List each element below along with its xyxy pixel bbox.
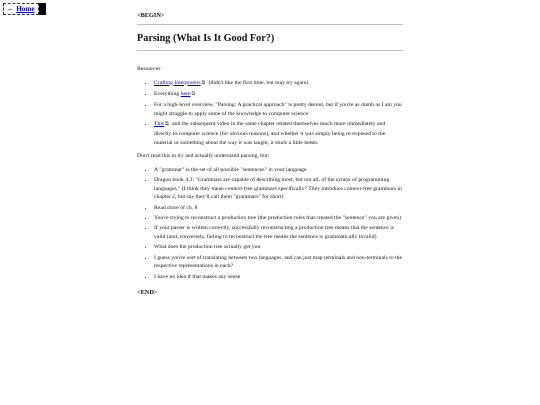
list-item-text: Everything xyxy=(154,90,181,97)
home-button[interactable] xyxy=(3,3,39,15)
resources-list xyxy=(137,79,403,148)
page-content xyxy=(137,12,403,296)
crafting-interpreters-link[interactable]: Crafting Interpreters xyxy=(154,79,201,86)
everything-here-link[interactable]: here xyxy=(180,90,191,97)
list-item: • If your parser is written correctly, successfully reconstructing a production tree means that the sentence is valid (and, conversely, failing to reconstruct the tree means the sentence is grammatically invalid) xyxy=(154,224,403,241)
list-item: • I have no idea if that makes any sense xyxy=(154,273,403,282)
list-item: • A "grammar" is the set of all possible "sentences" in your language. xyxy=(154,166,403,175)
list-item: • I guess you're sort of translating between two languages, and can just map terminals and non-terminals to the respective representations in each? xyxy=(154,254,403,271)
page-title: Parsing (What Is It Good For?) xyxy=(137,33,275,44)
list-item xyxy=(154,120,403,147)
list-item-text: and the subsequent video in the same chapter related themselves much more immediately and directly to computer science (for obvious reasons), and whether it was simply being re-exposed to the material or something about the way it was taught, it stuck a little better. xyxy=(154,121,386,146)
title-divider xyxy=(137,50,403,51)
list-item-text: For a high-level overview, "Parsing: A practical approach" is pretty decent, but if you're as dumb as I am you might struggle to apply some of the knowledge to computer science xyxy=(154,102,402,117)
resources-heading: Resources: xyxy=(137,66,162,72)
this-video-link[interactable]: This xyxy=(154,121,165,128)
external-link-icon: ⧉ xyxy=(201,80,206,86)
end-marker: <END> xyxy=(137,289,158,297)
list-item: • What does the production tree actually get you xyxy=(154,243,403,252)
top-divider xyxy=(137,24,403,25)
list-item xyxy=(154,101,403,118)
back-arrow-icon: ← xyxy=(7,5,15,13)
notes-intro: Don't read this to try and actually understand parsing, but: xyxy=(137,153,270,160)
list-item xyxy=(154,79,403,89)
list-item xyxy=(154,90,403,100)
list-item: • Read more of ch. 8 xyxy=(154,204,403,213)
external-link-icon: ⧉ xyxy=(165,122,169,128)
list-item-text: (didn't like the first time, but may try again) xyxy=(207,79,309,86)
list-item: • Dragon book 4.3: "Grammars are capable of describing most, but not all, of the syntax of programming languages." (I think they mean context-free grammars specifically? They introduce context-free grammars in chapter 2, but say they'll call them "grammars" for short) xyxy=(154,176,403,202)
external-link-icon: ⧉ xyxy=(191,91,196,97)
home-button-tab xyxy=(39,3,46,15)
list-item: • You're trying to reconstruct a production tree (the production rules that created the "sentence" you are given) xyxy=(154,214,403,223)
notes-list xyxy=(137,166,403,282)
home-link[interactable]: Home xyxy=(16,5,35,13)
begin-marker: <BEGIN> xyxy=(137,12,165,19)
